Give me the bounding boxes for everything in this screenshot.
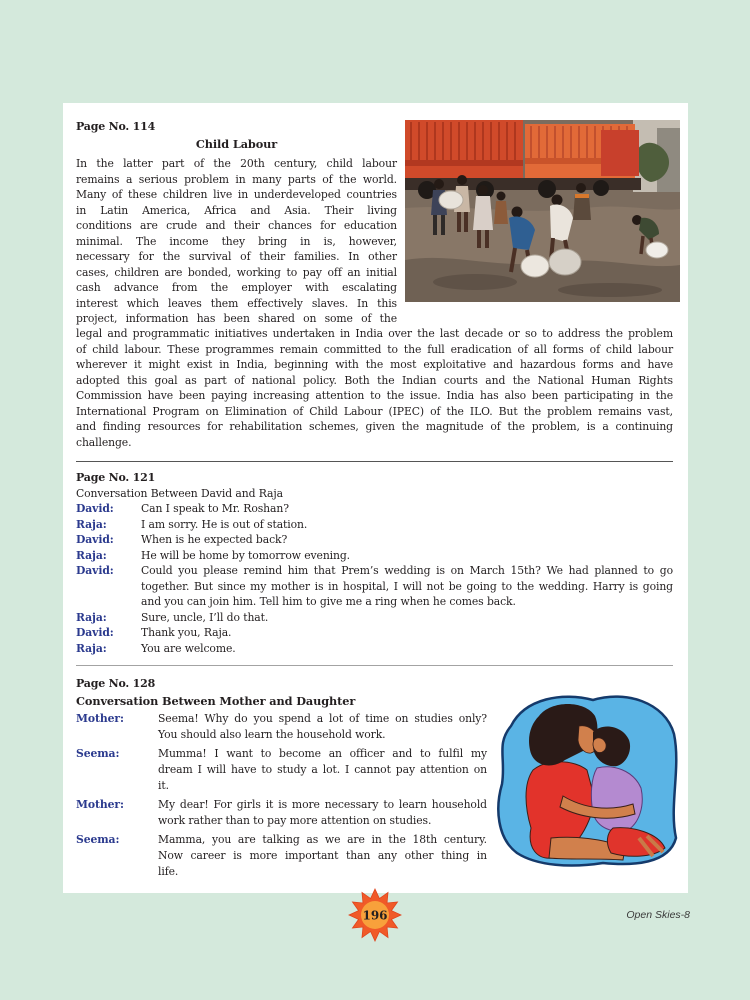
paragraph-line: adopted this goal as part of national policy. Both the Indian courts and the National Human Rights (76, 373, 673, 387)
dialogue-text (158, 746, 487, 794)
page-number: 196 (362, 908, 388, 923)
speaker-label: David: (76, 564, 114, 577)
page-no-label: Page No. 128 (76, 677, 156, 690)
speaker-label: David: (76, 502, 114, 515)
section-title: Child Labour (195, 137, 278, 151)
dialogue-row (76, 532, 673, 548)
paragraph-line: wherever it might exist in India, beginning with the most exploitative and hazardous forms and have (76, 358, 673, 371)
dialogue-text (158, 797, 487, 829)
dialogue-line: You should also learn the household work. (158, 728, 386, 741)
conversation-heading: Conversation Between Mother and Daughter (76, 694, 356, 708)
speaker-label: Mother: (76, 798, 124, 811)
paragraph-line: challenge. (76, 435, 132, 449)
paragraph-line: project, information has been shared on some of the (76, 312, 397, 325)
paragraph-line: and finding resources for rehabilitation schemes, given the magnitude of the problem, is a continuing (76, 420, 673, 433)
dialogue-line: Mumma! I want to become an officer and to fulfil my (158, 747, 487, 760)
paragraph-full-width (76, 326, 673, 450)
dialogue-row (76, 563, 673, 610)
paragraph-line: Commission have been paying increasing attention to the issue. India has also been participating in the (76, 389, 673, 402)
dialogue-text (141, 610, 673, 626)
section-divider (76, 665, 673, 666)
dialogue-row (76, 548, 673, 564)
dialogue-line: work rather than to pay more attention on studies. (158, 814, 432, 827)
dialogue-line: and you can join him. Tell him to give me a ring when he comes back. (141, 595, 516, 608)
dialogue-line: He will be home by tomorrow evening. (141, 548, 351, 562)
paragraph-line: interest which leaves them effectively slaves. In this (76, 296, 397, 310)
dialogue-line: together. But since my mother is in hospital, I will not be going to the wedding. Harry is going (141, 579, 673, 593)
paragraph-line: Many of these children live in underdeveloped countries (76, 188, 397, 201)
speaker-label: Raja: (76, 641, 107, 655)
dialogue-row (76, 517, 673, 533)
dialogue-line: Can I speak to Mr. Roshan? (141, 502, 289, 515)
dialogue-text (141, 563, 673, 610)
book-title: Open Skies-8 (626, 909, 690, 921)
dialogue-david-raja (76, 501, 673, 656)
paragraph-line: legal and programmatic initiatives undertaken in India over the last decade or so to address the problem (76, 327, 673, 340)
paragraph-line: In the latter part of the 20th century, child labour (76, 157, 397, 170)
conversation-heading: Conversation Between David and Raja (76, 487, 283, 500)
speaker-label: Raja: (76, 517, 107, 531)
paragraph-line: conditions are crude and their chances for education (76, 219, 397, 232)
dialogue-line: it. (158, 779, 169, 792)
paragraph-line: cash advance from the employer with escalating (76, 281, 397, 294)
paragraph-line: cases, children are bonded, working to pay off an initial (76, 265, 397, 279)
paragraph-line: minimal. The income they bring in is, however, (76, 234, 397, 248)
dialogue-row (76, 797, 487, 829)
dialogue-mother-daughter (76, 711, 487, 883)
speaker-label: Raja: (76, 610, 107, 624)
dialogue-text (141, 501, 673, 517)
truck (405, 120, 523, 180)
speaker-label: Seema: (76, 747, 120, 760)
dialogue-line: When is he expected back? (141, 533, 288, 546)
mother-daughter-hug-illustration (493, 688, 681, 868)
dialogue-row (76, 711, 487, 743)
paragraph-line: necessary for the survival of their families. In other (76, 250, 397, 263)
dialogue-line: dream I will have to study a lot. I cannot pay attention on (158, 763, 487, 776)
child-labour-street-photo (405, 120, 680, 302)
dialogue-row (76, 832, 487, 880)
dialogue-text (141, 641, 673, 657)
page-no-label: Page No. 121 (76, 471, 156, 484)
speaker-label: Raja: (76, 548, 107, 562)
dialogue-row (76, 501, 673, 517)
dialogue-line: Mamma, you are talking as we are in the 18th century. (158, 833, 487, 846)
paragraph-line: in Latin America, Africa and Asia. Their living (76, 203, 397, 217)
dialogue-row (76, 625, 673, 641)
speaker-label: David: (76, 533, 114, 546)
dialogue-row (76, 746, 487, 794)
speaker-label: David: (76, 626, 114, 639)
section-divider (76, 461, 673, 462)
dialogue-text (158, 832, 487, 880)
child-labour-photo (405, 120, 680, 302)
page-no-label: Page No. 114 (76, 120, 156, 133)
dialogue-line: You are welcome. (141, 641, 236, 655)
dialogue-text (141, 625, 673, 641)
speaker-label: Seema: (76, 833, 120, 846)
dialogue-line: Sure, uncle, I’ll do that. (141, 610, 269, 624)
dialogue-line: I am sorry. He is out of station. (141, 517, 308, 531)
paragraph-line: International Program on Elimination of Child Labour (IPEC) of the ILO. But the problem remains vast, (76, 404, 673, 418)
paragraph-line: remains a serious problem in many parts of the world. (76, 172, 397, 186)
dialogue-line: Now career is more important than any other thing in (158, 849, 487, 862)
mother-daughter-illustration (493, 688, 681, 868)
dialogue-text (141, 548, 673, 564)
dialogue-row (76, 641, 673, 657)
dialogue-text (141, 517, 673, 533)
dialogue-text (141, 532, 673, 548)
dialogue-line: Seema! Why do you spend a lot of time on studies only? (158, 712, 487, 725)
speaker-label: Mother: (76, 712, 124, 725)
paragraph-beside-photo (76, 156, 397, 327)
dialogue-text (158, 711, 487, 743)
dialogue-row (76, 610, 673, 626)
dialogue-line: My dear! For girls it is more necessary to learn household (158, 798, 487, 811)
dialogue-line: life. (158, 865, 179, 878)
dialogue-line: Could you please remind him that Prem’s wedding is on March 15th? We had planned to go (141, 564, 673, 577)
dialogue-line: Thank you, Raja. (141, 626, 232, 639)
paragraph-line: of child labour. These programmes remain committed to the full eradication of all forms of child labour (76, 342, 673, 356)
page-number-badge (348, 888, 402, 942)
